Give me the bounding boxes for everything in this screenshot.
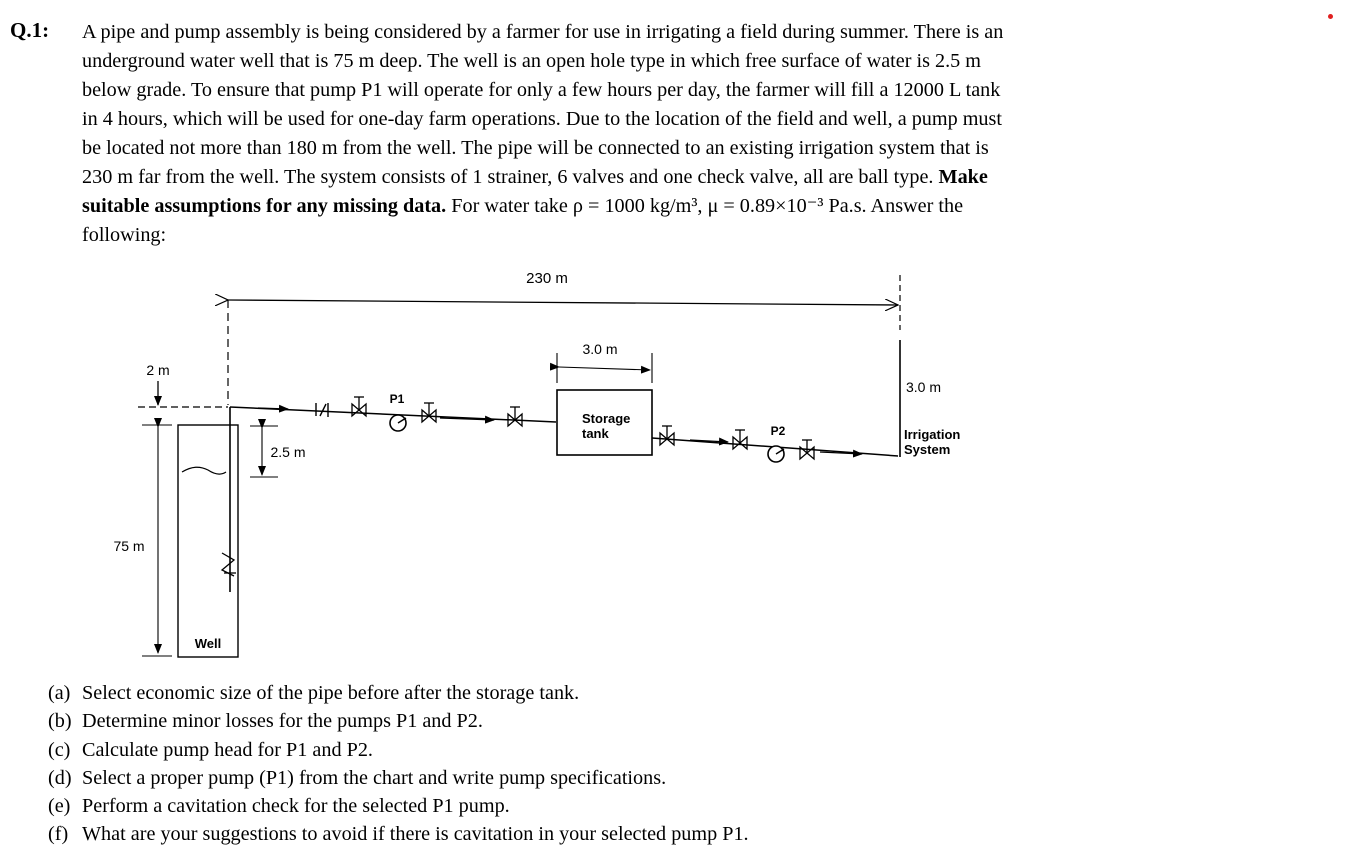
- part-text: Determine minor losses for the pumps P1 and P2.: [82, 710, 483, 733]
- part-tag: (d): [48, 766, 72, 789]
- question-part: [48, 736, 749, 764]
- dim-water-level-label: 2.5 m: [270, 444, 306, 460]
- part-text: Calculate pump head for P1 and P2.: [82, 738, 373, 761]
- irrigation-label-line1: Irrigation: [904, 427, 961, 442]
- question-bold-text: suitable assumptions for any missing data.: [82, 195, 447, 217]
- dimension-2m: [138, 362, 228, 407]
- pump-p2-label: P2: [770, 424, 786, 438]
- ball-valve-icon: [660, 426, 674, 445]
- part-text: Select a proper pump (P1) from the chart and write pump specifications.: [82, 766, 667, 789]
- well-label: Well: [194, 636, 222, 651]
- pump-p2-icon: [768, 424, 786, 462]
- question-number: Q.1:: [10, 18, 50, 42]
- irrigation-label-line2: System: [904, 442, 951, 457]
- part-tag: (e): [48, 795, 71, 818]
- question-part: [48, 820, 749, 848]
- irrigation-system: [900, 340, 960, 457]
- part-tag: (f): [48, 823, 69, 846]
- dim-top-label: 2 m: [146, 362, 170, 378]
- pump-p1-label: P1: [389, 392, 405, 406]
- part-text: Select economic size of the pipe before after the storage tank.: [82, 682, 580, 704]
- question-parts: [48, 679, 749, 849]
- ball-valve-icon: [508, 407, 522, 426]
- question-line: below grade. To ensure that pump P1 will operate for only a few hours per day, the farmer will fill a 12000 L tank: [82, 79, 1001, 101]
- pump-p1-icon: [390, 392, 406, 431]
- question-line-text: 230 m far from the well. The system consists of 1 strainer, 6 valves and one check valve, all are ball type.: [82, 166, 939, 188]
- ball-valve-icon: [422, 403, 436, 422]
- ball-valve-icon: [800, 440, 814, 459]
- question-line: in 4 hours, which will be used for one-day farm operations. Due to the location of the field and well, a pump must: [82, 108, 1002, 130]
- question-line: A pipe and pump assembly is being considered by a farmer for use in irrigating a field during summer. There is an: [82, 21, 1004, 43]
- dimension-75m: [113, 425, 172, 656]
- check-valve-icon: [316, 403, 328, 417]
- part-text: What are your suggestions to avoid if there is cavitation in your selected pump P1.: [82, 823, 749, 846]
- well: [178, 425, 238, 657]
- well-shaft: [178, 425, 238, 657]
- question-line: underground water well that is 75 m deep. The well is an open hole type in which free surface of water is 2.5 m: [82, 50, 982, 72]
- part-tag: (c): [48, 738, 71, 761]
- dimension-2-5m: [250, 426, 306, 477]
- question-part: [48, 707, 749, 735]
- question-part: [48, 679, 749, 707]
- question-part: [48, 764, 749, 792]
- dimension-230m: [228, 270, 900, 330]
- question-part: [48, 792, 749, 820]
- part-text: Perform a cavitation check for the selected P1 pump.: [82, 795, 510, 818]
- question-line: be located not more than 180 m from the well. The pipe will be connected to an existing irrigation system that is: [82, 137, 989, 159]
- dim-tank-width-label: 3.0 m: [582, 341, 618, 357]
- part-tag: (a): [48, 682, 71, 704]
- dim-well-depth-label: 75 m: [113, 538, 145, 554]
- question-line: following:: [82, 224, 167, 246]
- part-tag: (b): [48, 710, 72, 733]
- storage-tank: [557, 390, 652, 455]
- dim-total-label: 230 m: [526, 270, 568, 287]
- tank-label-line2: tank: [582, 426, 609, 441]
- question-line-text: For water take ρ = 1000 kg/m³, μ = 0.89×10⁻³ Pa.s. Answer the: [446, 195, 964, 217]
- water-surface: [182, 467, 226, 474]
- question-bold-text: Make: [938, 166, 988, 188]
- dimension-tank-width: [557, 341, 652, 383]
- dim-irrigation-height-label: 3.0 m: [906, 379, 942, 395]
- ball-valve-icon: [733, 430, 747, 449]
- tank-label-line1: Storage: [582, 411, 631, 426]
